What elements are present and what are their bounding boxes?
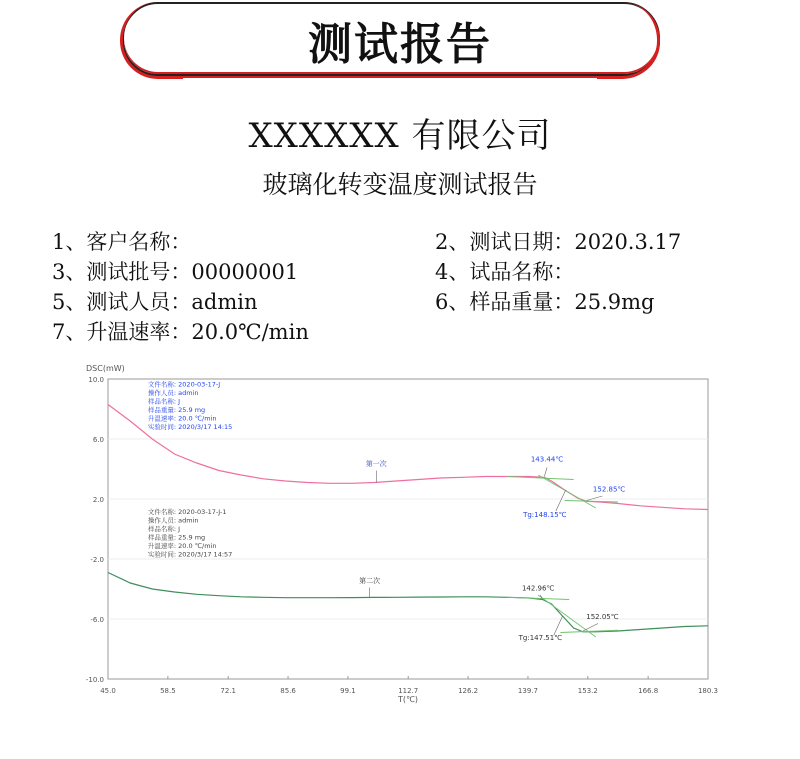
info-sample-name: 4、试品名称： bbox=[435, 260, 575, 284]
x-tick-label: 180.3 bbox=[697, 687, 719, 695]
info-tester: 5、测试人员：admin bbox=[52, 290, 258, 314]
annotation-leader bbox=[583, 624, 598, 632]
annotation-label: 第二次 bbox=[359, 577, 381, 585]
info-box-line: 样品名称: J bbox=[147, 397, 181, 406]
series-line-2 bbox=[108, 573, 708, 632]
x-tick-label: 139.7 bbox=[517, 687, 538, 695]
annotation-label: 152.05℃ bbox=[586, 613, 619, 621]
info-box-line: 实验时间: 2020/3/17 14:57 bbox=[147, 550, 233, 559]
info-customer: 1、客户名称： bbox=[52, 230, 192, 254]
annotation-leader bbox=[556, 490, 566, 511]
annotations bbox=[359, 456, 625, 643]
company-name: XXXXXX 有限公司 bbox=[248, 116, 552, 156]
x-tick-label: 99.1 bbox=[340, 687, 356, 695]
dsc-chart bbox=[0, 355, 800, 715]
annotation-label: 142.96℃ bbox=[521, 584, 555, 593]
info-box-line: 样品重量: 25.9 mg bbox=[147, 406, 206, 414]
info-box-line: 升温速率: 20.0 ℃/min bbox=[147, 414, 217, 423]
x-tick-label: 126.2 bbox=[458, 687, 479, 695]
x-tick-label: 45.0 bbox=[100, 687, 116, 695]
x-tick-label: 85.6 bbox=[280, 687, 296, 695]
info-box-first-run bbox=[148, 380, 232, 432]
y-tick-label: 2.0 bbox=[92, 496, 104, 504]
y-tick-label: 10.0 bbox=[88, 376, 104, 384]
x-tick-label: 112.7 bbox=[398, 687, 419, 695]
x-tick-label: 72.1 bbox=[220, 687, 236, 695]
info-test-date: 2、测试日期：2020.3.17 bbox=[435, 230, 682, 254]
y-tick-label: -6.0 bbox=[90, 616, 104, 624]
x-tick-label: 153.2 bbox=[577, 687, 598, 695]
annotation-leader bbox=[586, 496, 602, 501]
y-tick-labels bbox=[86, 376, 104, 684]
info-box-line: 文件名称: 2020-03-17-J bbox=[147, 380, 221, 389]
x-axis-label: T(℃) bbox=[397, 695, 419, 704]
info-box-line: 操作人员: admin bbox=[147, 516, 199, 525]
annotation-label: Tg:147.51℃ bbox=[518, 634, 563, 642]
annotation-leader bbox=[544, 468, 547, 477]
y-tick-label: 6.0 bbox=[92, 436, 104, 444]
y-tick-label: -10.0 bbox=[85, 676, 104, 684]
info-box-line: 样品重量: 25.9 mg bbox=[147, 533, 206, 542]
report-subtitle: 玻璃化转变温度测试报告 bbox=[262, 170, 538, 199]
y-tick-label: -2.0 bbox=[90, 556, 104, 564]
info-box-line: 文件名称: 2020-03-17-J-1 bbox=[147, 508, 227, 516]
info-box-line: 操作人员: admin bbox=[147, 389, 199, 397]
info-box-second-run bbox=[148, 507, 232, 559]
info-box-line: 样品名称: J bbox=[147, 525, 181, 533]
info-heating-rate: 7、升温速率：20.0℃/min bbox=[52, 320, 309, 344]
annotation-label: Tg:148.15℃ bbox=[523, 511, 567, 519]
y-axis-label: DSC(mW) bbox=[86, 364, 125, 373]
x-tick-label: 166.8 bbox=[638, 687, 659, 695]
info-sample-weight: 6、样品重量：25.9mg bbox=[435, 290, 655, 314]
info-batch: 3、测试批号：00000001 bbox=[52, 260, 299, 284]
annotation-label: 152.85℃ bbox=[592, 485, 626, 494]
grid-lines bbox=[108, 439, 708, 619]
annotation-label: 第一次 bbox=[365, 460, 387, 468]
info-box-line: 实验时间: 2020/3/17 14:15 bbox=[147, 423, 233, 431]
x-tick-label: 58.5 bbox=[160, 687, 176, 695]
info-box-line: 升温速率: 20.0 ℃/min bbox=[147, 542, 217, 550]
tangent-line bbox=[538, 475, 596, 508]
page-title: 测试报告 bbox=[308, 19, 492, 70]
annotation-label: 143.44℃ bbox=[530, 455, 564, 464]
